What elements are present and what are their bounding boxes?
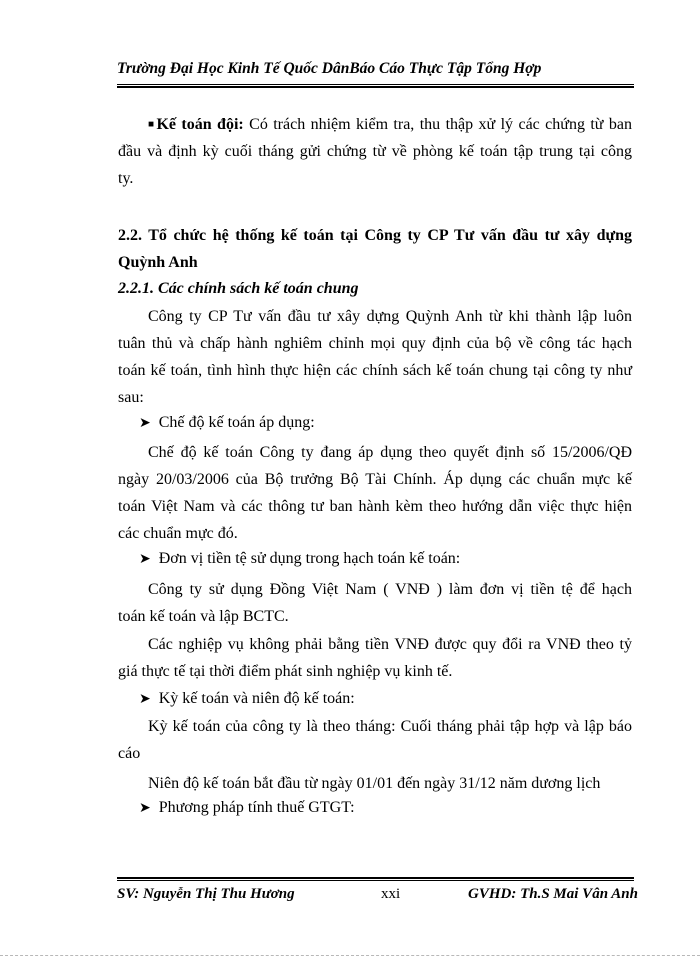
footer-page-number: xxi xyxy=(381,886,401,902)
intro-line-1: ■Kế toán đội: Có trách nhiệm kiểm tra, thu thập xử lý các chứng từ ban xyxy=(148,116,632,133)
page-header-title: Trường Đại Học Kinh Tế Quốc DânBáo Cáo Thực Tập Tổng Hợp xyxy=(117,60,542,77)
subsection-heading: 2.2.1. Các chính sách kế toán chung xyxy=(118,280,359,297)
arrow-bullet-icon: ➤ xyxy=(139,552,151,567)
page-break-divider xyxy=(0,955,700,956)
list-item-currency: ➤ Đơn vị tiền tệ sử dụng trong hạch toán kế toán: xyxy=(139,550,461,567)
arrow-bullet-icon: ➤ xyxy=(139,416,151,431)
body-paragraph-6: Niên độ kế toán bắt đầu từ ngày 01/01 đến ngày 31/12 năm dương lịch xyxy=(148,775,601,792)
footer-advisor: GVHD: Th.S Mai Vân Anh xyxy=(468,886,638,902)
intro-line-2: đầu và định kỳ cuối tháng gửi chứng từ về phòng kế toán tập trung tại công xyxy=(118,143,632,160)
intro-label: Kế toán đội: xyxy=(156,116,244,133)
list-item-accounting-period: ➤ Kỳ kế toán và niên độ kế toán: xyxy=(139,690,355,707)
intro-paragraph xyxy=(118,111,632,192)
footer-student-name: SV: Nguyễn Thị Thu Hương xyxy=(117,886,295,902)
body-paragraph-4: Các nghiệp vụ không phải bằng tiền VNĐ được quy đổi ra VNĐ theo tỷ giá thực tế tại thời điểm phát sinh nghiệp vụ kinh tế. xyxy=(118,636,632,680)
arrow-bullet-icon: ➤ xyxy=(139,801,151,816)
arrow-bullet-icon: ➤ xyxy=(139,692,151,707)
footer-rule xyxy=(117,880,634,881)
body-paragraph-2: Chế độ kế toán Công ty đang áp dụng theo quyết định số 15/2006/QĐ ngày 20/03/2006 của Bộ trưởng Bộ Tài Chính. Áp dụng các chuẩn mực kế toán Việt Nam và các thông tư ban hành kèm theo hướng dẫn việc thực hiện các chuẩn mực đó. xyxy=(118,444,632,542)
header-rule xyxy=(117,84,634,85)
body-paragraph-1: Công ty CP Tư vấn đầu tư xây dựng Quỳnh Anh từ khi thành lập luôn tuân thủ và chấp hành nghiêm chỉnh mọi quy định của bộ về công tác hạch toán kế toán, tình hình thực hiện các chính sách kế toán chung tại công ty như sau: xyxy=(118,308,632,406)
list-item-accounting-regime: ➤ Chế độ kế toán áp dụng: xyxy=(139,414,315,431)
square-bullet-icon: ■ xyxy=(148,119,156,130)
body-paragraph-3: Công ty sử dụng Đồng Việt Nam ( VNĐ ) làm đơn vị tiền tệ để hạch toán kế toán và lập BCTC. xyxy=(118,581,632,625)
section-title-line-2: Quỳnh Anh xyxy=(118,254,198,271)
section-heading xyxy=(118,222,632,276)
header-rule-thick xyxy=(117,86,634,88)
intro-line-3: ty. xyxy=(118,170,134,187)
section-title-line-1: 2.2. Tổ chức hệ thống kế toán tại Công ty CP Tư vấn đầu tư xây dựng xyxy=(118,227,632,244)
body-paragraph-5: Kỳ kế toán của công ty là theo tháng: Cuối tháng phải tập hợp và lập báo cáo xyxy=(118,718,632,762)
footer-rule-thick xyxy=(117,877,634,879)
list-item-vat-method: ➤ Phương pháp tính thuế GTGT: xyxy=(139,799,355,816)
